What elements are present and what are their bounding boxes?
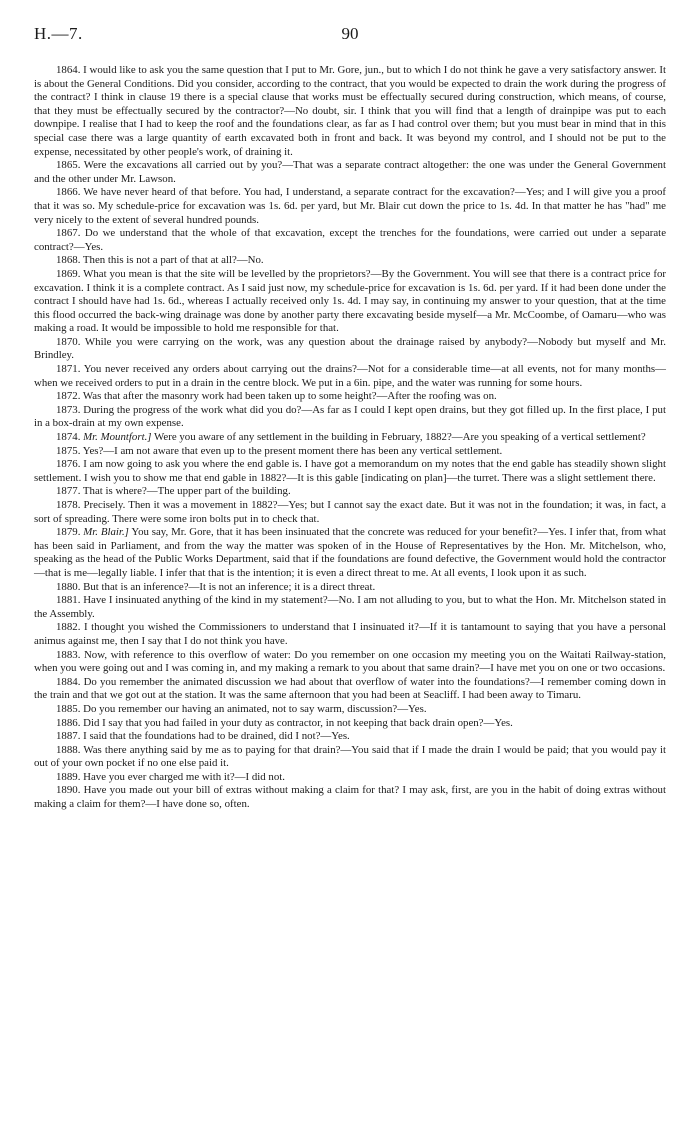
question-answer-text: Do we understand that the whole of that excavation, except the trenches for the foundations, were carried out under a separate contract?—Yes. — [34, 227, 667, 253]
question-paragraph — [34, 771, 666, 785]
question-paragraph — [34, 526, 666, 580]
question-paragraph — [34, 621, 666, 648]
document-reference: H.—7. — [34, 24, 83, 43]
question-answer-text: Have you made out your bill of extras without making a claim for that? I may ask, first, are you in the habit of doing extras without making a claim for them?—I have done so, often. — [34, 784, 666, 811]
question-paragraph — [34, 64, 666, 159]
question-answer-text: That is where?—The upper part of the building. — [82, 485, 291, 498]
question-answer-text: We have never heard of that before. You had, I understand, a separate contract for the excavation?—Yes; and I will give you a proof that it was so. My schedule-price for excavation was 1s. 6d. per yard, but Mr. Blair cut down the price to 1s. 4d. In that matter he has "had" me very nicely to the extent of several hundred pounds. — [34, 186, 666, 226]
question-answer-text: I would like to ask you the same question that I put to Mr. Gore, jun., but to which I do not think he gave a very satisfactory answer. It is about the General Conditions. Did you consider, according to the contract, that you would be expected to drain the work during the progress of the contract? I think in clause 19 there is a special clause that works must be effectually secured during construction, which means, of course, that they must be effectually secured by the contractor?—No doubt, sir. I think that you will find that a length of drainpipe was put to each downpipe. I realise that I had to keep the roof and the foundations clear, as far as I had control over them; but you must bear in mind that in this special case there was a large quantity of earth excavated both in front and back. It was beyond my control, and I should not be put to the expense, necessitated by other people's work, of draining it. — [34, 64, 666, 158]
question-paragraph — [34, 594, 666, 621]
question-answer-text: I am now going to ask you where the end gable is. I have got a memorandum on my notes that the end gable has steadily shown slight settlement. I wish you to show me that end gable in 1882?—It is this gable [indicating on plan]—the turret. There was a slight settlement there. — [34, 458, 666, 484]
question-paragraph — [34, 363, 666, 390]
question-paragraph — [34, 784, 666, 811]
question-paragraph — [34, 186, 666, 227]
question-answer-text: Was that after the masonry work had been taken up to some height?—After the roofing was on. — [82, 390, 497, 403]
question-number: 1871. — [56, 363, 81, 376]
question-number: 1878. — [56, 499, 81, 511]
question-paragraph — [34, 159, 666, 186]
question-answer-text: Do you remember our having an animated, not to say warm, discussion?—Yes. — [83, 702, 427, 715]
question-answer-text: Was there anything said by me as to paying for that drain?—You said that if I made the drain I would be paid; that you would pay it out of your own pocket if no one else paid it. — [34, 743, 666, 770]
question-answer-text: I said that the foundations had to be drained, did I not?—Yes. — [83, 730, 350, 743]
question-paragraph — [34, 499, 666, 526]
speaker-name: Mr. Blair.] — [83, 526, 129, 539]
question-number: 1887. — [56, 730, 81, 743]
question-number: 1865. — [56, 159, 81, 172]
question-number: 1875. — [56, 444, 81, 457]
question-paragraph — [34, 336, 666, 363]
question-paragraph — [34, 717, 666, 731]
evidence-transcript — [34, 64, 666, 812]
question-answer-text: While you were carrying on the work, was any question about the drainage raised by anybody?—Nobody but myself and Mr. Brindley. — [34, 335, 666, 362]
question-number: 1873. — [56, 403, 81, 416]
question-number: 1876. — [56, 458, 81, 471]
question-number: 1877. — [56, 485, 81, 498]
question-answer-text: Now, with reference to this overflow of water: Do you remember on one occasion my meeting you on the Waitati Railway-station, when you were going out and I was coming in, and my making a remark to you about that same drain?—I have met you on one or two occasions. — [34, 648, 666, 675]
question-answer-text: But that is an inference?—It is not an inference; it is a direct threat. — [83, 580, 376, 593]
page-header — [34, 24, 666, 46]
question-paragraph — [34, 390, 666, 404]
question-answer-text: Do you remember the animated discussion we had about that overflow of water into the foundations?—I remember coming down in the train and that we got out at the station. It was the same afternoon that you had been at Seacliff. I had been away to Timaru. — [34, 675, 666, 702]
question-paragraph — [34, 485, 666, 499]
question-number: 1872. — [56, 390, 81, 403]
question-number: 1890. — [56, 784, 81, 797]
question-number: 1888. — [56, 743, 81, 756]
question-number: 1867. — [56, 227, 81, 240]
question-number: 1882. — [56, 621, 81, 634]
question-paragraph — [34, 458, 666, 485]
page-number: 90 — [341, 24, 359, 43]
question-number: 1889. — [56, 770, 81, 783]
question-answer-text: I thought you wished the Commissioners to understand that I insinuated it?—If it is tantamount to saying that you have a personal animus against me, then I say that I do not think you have. — [34, 621, 666, 647]
question-answer-text: You never received any orders about carrying out the drains?—Not for a considerable time—at all events, not for many months—when we received orders to put in a drain in the centre block. We put in a 6in. pipe, and the water was running for some hours. — [34, 363, 666, 389]
question-number: 1880. — [56, 580, 81, 593]
question-answer-text: Were you aware of any settlement in the building in February, 1882?—Are you speaking of a vertical settlement? — [154, 431, 646, 444]
question-paragraph — [34, 649, 666, 676]
question-paragraph — [34, 254, 666, 268]
question-number: 1869. — [56, 267, 81, 280]
question-paragraph — [34, 268, 666, 336]
question-paragraph — [34, 744, 666, 771]
question-number: 1886. — [56, 716, 81, 729]
question-number: 1884. — [56, 675, 81, 688]
question-paragraph — [34, 581, 666, 595]
question-paragraph — [34, 431, 666, 445]
question-number: 1881. — [56, 594, 81, 607]
question-answer-text: Have I insinuated anything of the kind in my statement?—No. I am not alluding to you, but to what the Hon. Mr. Mitchelson stated in the Assembly. — [34, 594, 666, 620]
question-answer-text: Did I say that you had failed in your duty as contractor, in not keeping that back drain open?—Yes. — [83, 716, 513, 729]
question-paragraph — [34, 227, 666, 254]
question-answer-text: Precisely. Then it was a movement in 1882?—Yes; but I cannot say the exact date. But it was not in the foundation; it was, in fact, a sort of spreading. There were some iron bolts put in to check that. — [34, 499, 666, 525]
question-answer-text: What you mean is that the site will be levelled by the proprietors?—By the Government. You will see that there is a contract price for excavation. I think it is a complete contract. As I said just now, my schedule-price for excavation is 1s. 6d. per yard. If it had been done under the contract I should have had 1s. 6d., whereas I actually received only 1s. 4d. I may say, in continuing my answer to your question, that at the time this flood occurred the back-wing drainage was done by another party there excavating beside myself—a Mr. McCoombe, of Oamaru—who was making a road. It would be impossible to hold me responsible for that. — [34, 267, 666, 335]
question-number: 1868. — [56, 254, 81, 267]
question-number: 1879. — [56, 526, 81, 539]
question-paragraph — [34, 404, 666, 431]
question-paragraph — [34, 730, 666, 744]
question-answer-text: During the progress of the work what did you do?—As far as I could I kept open drains, but they got filled up. In the first place, I put in a box-drain at my own expense. — [34, 403, 666, 430]
question-paragraph — [34, 445, 666, 459]
question-number: 1866. — [56, 186, 81, 199]
question-paragraph — [34, 703, 666, 717]
question-answer-text: Then this is not a part of that at all?—No. — [82, 254, 264, 267]
question-number: 1874. — [56, 431, 81, 444]
question-answer-text: Yes?—I am not aware that even up to the present moment there has been any vertical settlement. — [82, 444, 503, 457]
question-answer-text: Were the excavations all carried out by you?—That was a separate contract altogether: the one was under the General Government and the other under Mr. Lawson. — [34, 159, 666, 185]
question-paragraph — [34, 676, 666, 703]
question-number: 1870. — [56, 335, 81, 348]
question-number: 1864. — [56, 64, 81, 76]
question-number: 1885. — [56, 702, 81, 715]
speaker-name: Mr. Mountfort.] — [83, 431, 152, 444]
question-answer-text: You say, Mr. Gore, that it has been insinuated that the concrete was reduced for your benefit?—Yes. I infer that, from what has been said in Parliament, and from the way the matter was spoken of in the House of Representatives by the Hon. Mr. Mitchelson, who, speaking as the head of the Public Works Department, said that if the foundations are found defective, the Government would hold the contractor—that is me—legally liable. I infer that that is the intention; it is even a direct threat to me. At all events, I look upon it as such. — [34, 526, 666, 579]
question-number: 1883. — [56, 648, 81, 661]
question-answer-text: Have you ever charged me with it?—I did not. — [83, 770, 285, 783]
